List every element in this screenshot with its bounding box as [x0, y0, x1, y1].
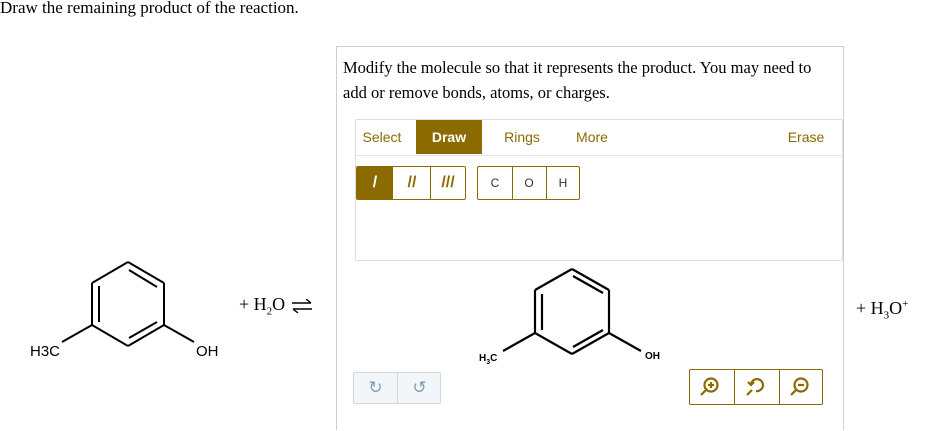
water-reagent [239, 294, 314, 318]
hydronium-product [856, 298, 908, 322]
tab-more[interactable]: More [576, 129, 608, 145]
equilibrium-arrows-icon [290, 299, 314, 313]
sketcher-panel [336, 46, 844, 430]
water-o: O [272, 294, 286, 314]
redo-icon: ↺ [412, 378, 427, 397]
undo-icon: ↻ [368, 378, 383, 397]
water-subscript: 2 [266, 305, 273, 318]
plus-sign: + [239, 294, 250, 314]
hydroxyl-label: OH [196, 343, 219, 360]
double-bond-button[interactable]: // [407, 174, 417, 191]
canvas-hydroxyl-label: OH [645, 351, 660, 362]
zoom-group [689, 369, 823, 405]
zoom-reset-button[interactable] [735, 370, 779, 404]
tab-select[interactable]: Select [362, 129, 402, 145]
hydronium-subscript: 3 [883, 309, 890, 322]
tab-draw[interactable]: Draw [416, 120, 482, 154]
water-h: H [253, 294, 267, 314]
canvas-methyl-label: $H_3C$ [479, 353, 498, 366]
reactant-molecule [0, 0, 340, 430]
hydrogen-atom-button[interactable]: H [558, 176, 568, 190]
carbon-atom-button[interactable]: C [490, 176, 500, 190]
tab-rings[interactable]: Rings [504, 129, 540, 145]
zoom-out-button[interactable] [780, 370, 824, 404]
hydronium-o: O [889, 298, 903, 318]
triple-bond-button[interactable]: /// [441, 174, 455, 191]
oxygen-atom-button[interactable]: O [524, 176, 534, 190]
zoom-reset-icon [735, 370, 779, 404]
methyl-label: H3C [30, 343, 61, 360]
plus-sign: + [856, 298, 867, 318]
question-text: Draw the remaining product of the reaction. [0, 0, 299, 17]
undo-button[interactable] [354, 373, 397, 403]
undo-redo-group [353, 372, 441, 404]
erase-button[interactable]: Erase [787, 129, 825, 145]
zoom-in-icon [690, 370, 734, 404]
hydronium-h: H [870, 298, 884, 318]
zoom-out-icon [780, 370, 824, 404]
redo-button[interactable] [398, 373, 441, 403]
hydronium-charge: + [902, 298, 909, 310]
zoom-in-button[interactable] [690, 370, 734, 404]
single-bond-button[interactable]: / [357, 167, 393, 199]
instructions: Modify the molecule so that it represents the product. You may need to add or remove bonds, atoms, or charges. [343, 58, 812, 102]
